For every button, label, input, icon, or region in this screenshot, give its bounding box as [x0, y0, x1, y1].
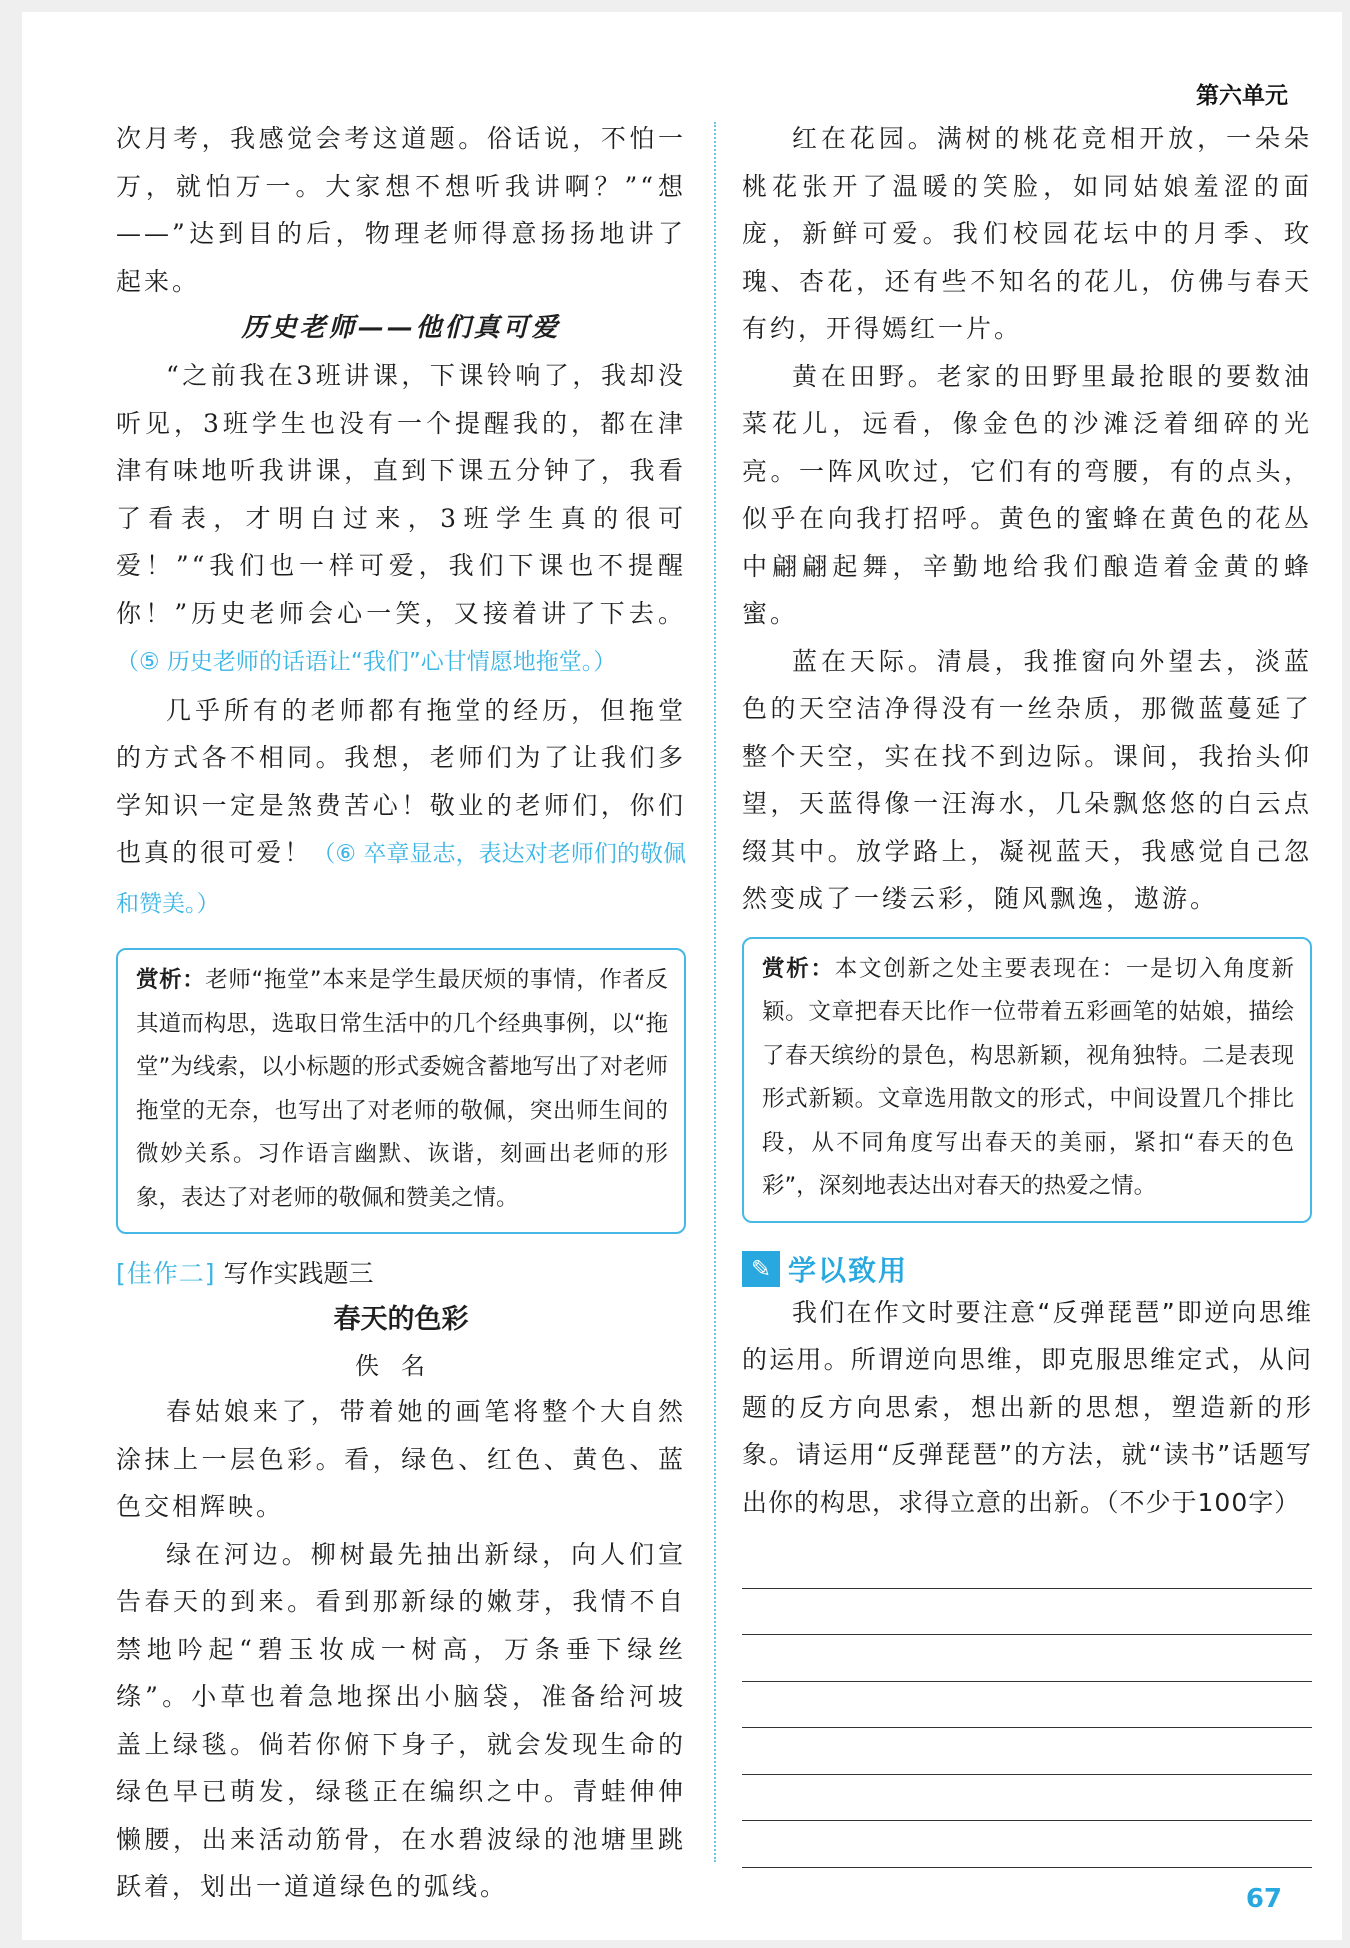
pencil-icon: ✎	[742, 1251, 780, 1287]
right-column	[742, 115, 1312, 1868]
essay2-paragraph-intro: 春姑娘来了，带着她的画笔将整个大自然涂抹上一层色彩。看，绿色、红色、黄色、蓝色交相辉映。	[116, 1397, 686, 1521]
essay2-tag: [佳作二]	[116, 1259, 216, 1288]
analysis-text: 本文创新之处主要表现在：一是切入角度新颖。文章把春天比作一位带着五彩画笔的姑娘，描绘了春天缤纷的景色，构思新颖，视角独特。二是表现形式新颖。文章选用散文的形式，中间设置几个排比段，从不同角度写出春天的美丽，紧扣“春天的色彩”，深刻地表达出对春天的热爱之情。	[762, 955, 1294, 1199]
practice-heading	[742, 1249, 1312, 1289]
analysis-label: 赏析：	[762, 955, 835, 982]
essay2-label: 写作实践题三	[223, 1259, 374, 1288]
practice-prompt: 我们在作文时要注意“反弹琵琶”即逆向思维的运用。所谓逆向思维，即克服思维定式，从问题的反方向思索，想出新的思想，塑造新的形象。请运用“反弹琵琶”的方法，就“读书”话题写出你的构思，求得立意的出新。（不少于100字）	[742, 1297, 1312, 1517]
answer-lines	[742, 1542, 1312, 1868]
essay1-paragraph	[116, 352, 686, 687]
essay2-paragraph-yellow: 黄在田野。老家的田野里最抢眼的要数油菜花儿，远看，像金色的沙滩泛着细碎的光亮。一阵风吹过，它们有的弯腰，有的点头，似乎在向我打招呼。黄色的蜜蜂在黄色的花丛中翩翩起舞，辛勤地给我们酿造着金黄的蜂蜜。	[742, 361, 1312, 628]
essay2-title: 春天的色彩	[333, 1304, 469, 1335]
essay1-paragraph-continued: 次月考，我感觉会考这道题。俗话说，不怕一万，就怕万一。大家想不想听我讲啊？”“想——”达到目的后，物理老师得意扬扬地讲了起来。	[116, 124, 686, 296]
annotation-note-5: （⑤ 历史老师的话语让“我们”心甘情愿地拖堂。）	[116, 649, 617, 675]
essay2-paragraph-green: 绿在河边。柳树最先抽出新绿，向人们宣告春天的到来。看到那新绿的嫩芽，我情不自禁地吟起“碧玉妆成一树高，万条垂下绿丝绦”。小草也着急地探出小脑袋，准备给河坡盖上绿毯。倘若你俯下身子，就会发现生命的绿色早已萌发，绿毯正在编织之中。青蛙伸伸懒腰，出来活动筋骨，在水碧波绿的池塘里跳跃着，划出一道道绿色的弧线。	[116, 1539, 686, 1901]
essay2-heading	[116, 1252, 686, 1296]
answer-line[interactable]	[742, 1775, 1312, 1822]
essay1-subheading: 历史老师——他们真可爱	[241, 313, 561, 343]
analysis-text: 老师“拖堂”本来是学生最厌烦的事情，作者反其道而构思，选取日常生活中的几个经典事例，以“拖堂”为线索，以小标题的形式委婉含蓄地写出了对老师拖堂的无奈，也写出了对老师的敬佩，突出师生间的微妙关系。习作语言幽默、诙谐，刻画出老师的形象，表达了对老师的敬佩和赞美之情。	[136, 967, 668, 1211]
analysis-label: 赏析：	[136, 967, 206, 993]
analysis-box-1	[116, 948, 686, 1234]
left-column	[116, 115, 686, 1911]
paragraph-text: 几乎所有的老师都有拖堂的经历，但拖堂的方式各不相同。我想，老师们为了让我们多学知识一定是煞费苦心！敬业的老师们，你们也真的很可爱！	[116, 695, 686, 867]
answer-line[interactable]	[742, 1542, 1312, 1589]
essay2-author: 佚名	[355, 1352, 447, 1380]
practice-title: 学以致用	[788, 1253, 909, 1287]
textbook-page	[22, 12, 1342, 1940]
answer-line[interactable]	[742, 1635, 1312, 1682]
unit-header: 第六单元	[1196, 83, 1288, 109]
essay2-paragraph-blue: 蓝在天际。清晨，我推窗向外望去，淡蓝色的天空洁净得没有一丝杂质，那微蓝蔓延了整个天空，实在找不到边际。课间，我抬头仰望，天蓝得像一汪海水，几朵飘悠悠的白云点缀其中。放学路上，凝视蓝天，我感觉自己忽然变成了一缕云彩，随风飘逸，遨游。	[742, 646, 1312, 913]
answer-line[interactable]	[742, 1728, 1312, 1775]
paragraph-text: “之前我在3班讲课，下课铃响了，我却没听见，3班学生也没有一个提醒我的，都在津津有味地听我讲课，直到下课五分钟了，我看了看表，才明白过来，3班学生真的很可爱！”“我们也一样可爱，我们下课也不提醒你！”历史老师会心一笑，又接着讲了下去。	[116, 361, 686, 628]
page-number: 67	[1245, 1884, 1282, 1914]
essay2-paragraph-red: 红在花园。满树的桃花竞相开放，一朵朵桃花张开了温暖的笑脸，如同姑娘羞涩的面庞，新鲜可爱。我们校园花坛中的月季、玫瑰、杏花，还有些不知名的花儿，仿佛与春天有约，开得嫣红一片。	[742, 124, 1312, 343]
practice-section	[742, 1289, 1312, 1527]
column-divider	[714, 122, 716, 1862]
analysis-box-2	[742, 937, 1312, 1223]
annotation-note-6: （⑥ 卒章显志，表达对老师们的敬佩和赞美。）	[116, 841, 686, 917]
answer-line[interactable]	[742, 1682, 1312, 1729]
essay1-paragraph-final	[116, 687, 686, 929]
answer-line[interactable]	[742, 1821, 1312, 1868]
answer-line[interactable]	[742, 1589, 1312, 1636]
